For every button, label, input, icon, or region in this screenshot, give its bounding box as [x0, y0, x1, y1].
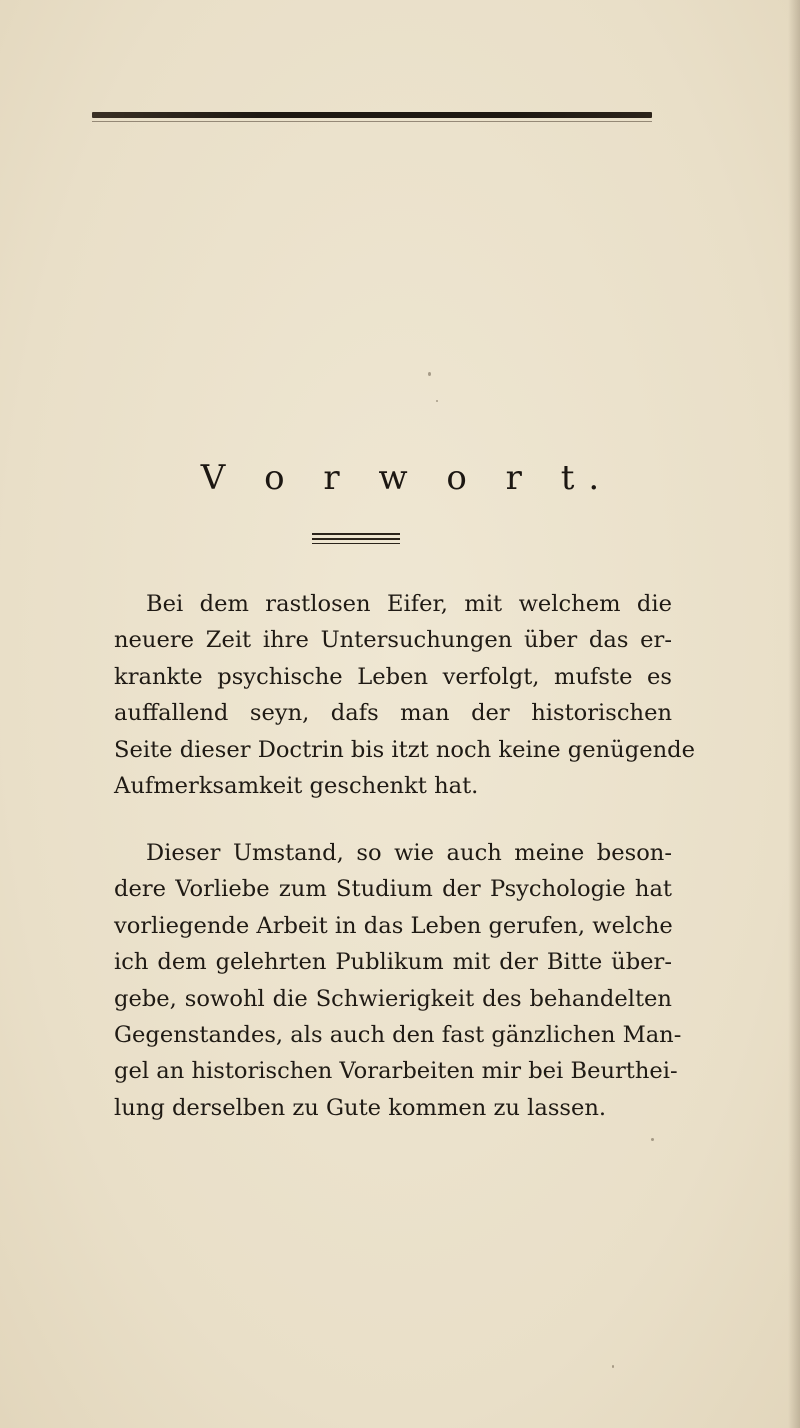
page-edge-shadow	[788, 0, 800, 1428]
text-line: vorliegende Arbeit in das Leben gerufen, welche	[114, 912, 673, 939]
text-line: ich dem gelehrten Publikum mit der Bitte über-	[114, 949, 672, 976]
text-line: gebe, sowohl die Schwierigkeit des behandelten	[114, 985, 672, 1012]
header-rule	[92, 112, 652, 118]
text-line: Gegenstandes, als auch den fast gänzlichen Man-	[114, 1022, 682, 1049]
paper-speck	[428, 372, 431, 376]
text-line: gel an historischen Vorarbeiten mir bei Beurthei-	[114, 1058, 678, 1085]
paragraph-1	[82, 586, 695, 804]
text-line: auffallend seyn, dafs man der historischen	[114, 700, 672, 727]
text-line: Aufmerksamkeit geschenkt hat.	[114, 773, 479, 800]
text-line: Bei dem rastlosen Eifer, mit welchem die	[146, 591, 672, 617]
text-line: Seite dieser Doctrin bis itzt noch keine genügende	[114, 736, 695, 763]
paper-speck	[651, 1138, 654, 1141]
page-title: V o r w o r t.	[200, 458, 614, 498]
paper-speck	[612, 1365, 614, 1368]
paragraph-2	[82, 835, 682, 1126]
text-line: lung derselben zu Gute kommen zu lassen.	[114, 1094, 607, 1121]
paper-speck	[436, 400, 438, 402]
text-line: Dieser Umstand, so wie auch meine beson-	[146, 840, 672, 866]
title-rule	[312, 533, 400, 535]
header-rule-thin	[92, 121, 652, 122]
text-line: neuere Zeit ihre Untersuchungen über das er-	[114, 627, 672, 654]
title-rule	[312, 543, 400, 544]
text-line: dere Vorliebe zum Studium der Psychologie hat	[114, 876, 672, 903]
text-line: krankte psychische Leben verfolgt, mufste es	[114, 663, 672, 690]
title-rule	[312, 538, 400, 540]
